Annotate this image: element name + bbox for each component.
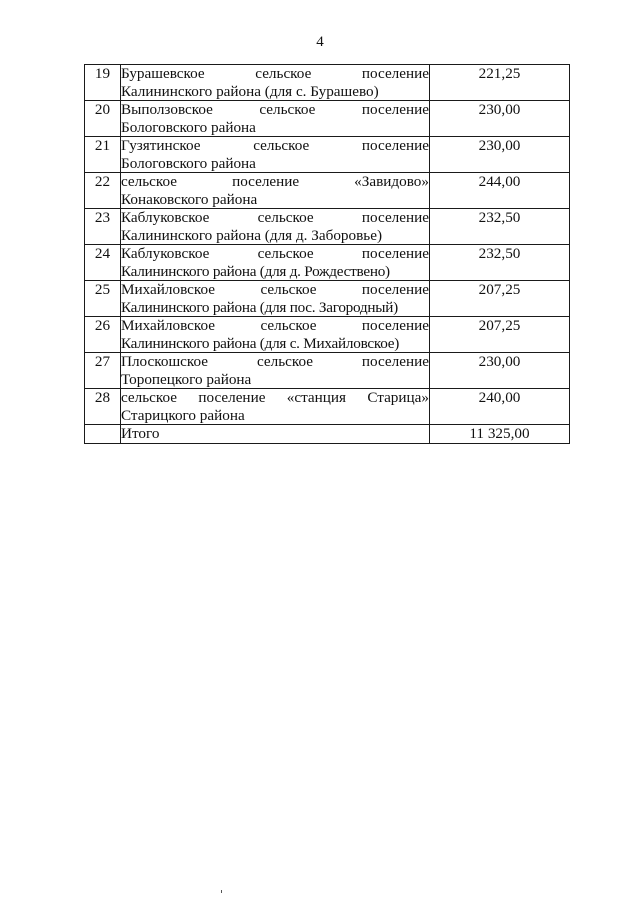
settlement-name-line: Старицкого района xyxy=(121,406,245,424)
table-row xyxy=(85,353,570,389)
settlement-name xyxy=(121,353,430,389)
settlement-name xyxy=(121,281,430,317)
amount-cell: 221,25 xyxy=(430,65,570,101)
total-label: Итого xyxy=(121,425,430,444)
amount-cell: 240,00 xyxy=(430,389,570,425)
row-number: 19 xyxy=(85,65,121,101)
settlement-name-line: Торопецкого района xyxy=(121,370,252,388)
settlement-name xyxy=(121,173,430,209)
scan-speck xyxy=(221,890,222,893)
row-number: 24 xyxy=(85,245,121,281)
settlement-name-line: сельское поселение «Завидово» xyxy=(121,173,429,190)
settlement-name-line: Михайловское сельское поселение xyxy=(121,317,429,334)
settlement-name xyxy=(121,137,430,173)
settlement-name xyxy=(121,245,430,281)
amount-cell: 230,00 xyxy=(430,137,570,173)
row-number: 23 xyxy=(85,209,121,245)
settlement-name-line: Плоскошское сельское поселение xyxy=(121,353,429,370)
table-row xyxy=(85,245,570,281)
table-row xyxy=(85,389,570,425)
amount-cell: 230,00 xyxy=(430,353,570,389)
settlement-name-line: Михайловское сельское поселение xyxy=(121,281,429,298)
settlement-name-line: сельское поселение «станция Старица» xyxy=(121,389,429,406)
settlement-name-line: Выползовское сельское поселение xyxy=(121,101,429,118)
settlement-name-line: Бурашевское сельское поселение xyxy=(121,65,429,82)
settlement-name xyxy=(121,317,430,353)
table-row xyxy=(85,173,570,209)
table-row xyxy=(85,317,570,353)
amount-cell: 207,25 xyxy=(430,281,570,317)
allocation-table xyxy=(84,64,570,444)
settlement-name-line: Калининского района (для д. Заборовье) xyxy=(121,226,383,244)
settlement-name-line: Конаковского района xyxy=(121,190,258,208)
total-amount: 11 325,00 xyxy=(430,425,570,444)
settlement-name xyxy=(121,101,430,137)
amount-cell: 232,50 xyxy=(430,245,570,281)
settlement-name-line: Каблуковское сельское поселение xyxy=(121,245,429,262)
settlement-name-line: Калининского района (для пос. Загородный) xyxy=(121,298,398,316)
settlement-name xyxy=(121,65,430,101)
table-row xyxy=(85,101,570,137)
table-row xyxy=(85,209,570,245)
row-number: 22 xyxy=(85,173,121,209)
settlement-name-line: Каблуковское сельское поселение xyxy=(121,209,429,226)
total-row-number xyxy=(85,425,121,444)
row-number: 25 xyxy=(85,281,121,317)
settlement-name-line: Гузятинское сельское поселение xyxy=(121,137,429,154)
amount-cell: 230,00 xyxy=(430,101,570,137)
page-number: 4 xyxy=(316,34,324,50)
row-number: 28 xyxy=(85,389,121,425)
settlement-name-line: Калининского района (для с. Михайловское) xyxy=(121,334,400,352)
amount-cell: 207,25 xyxy=(430,317,570,353)
table-row xyxy=(85,137,570,173)
settlement-name-line: Бологовского района xyxy=(121,118,256,136)
row-number: 20 xyxy=(85,101,121,137)
settlement-name xyxy=(121,389,430,425)
row-number: 26 xyxy=(85,317,121,353)
table-row xyxy=(85,65,570,101)
amount-cell: 232,50 xyxy=(430,209,570,245)
settlement-name-line: Бологовского района xyxy=(121,154,256,172)
settlement-name-line: Калининского района (для д. Рождествено) xyxy=(121,262,390,280)
total-row xyxy=(85,425,570,444)
row-number: 21 xyxy=(85,137,121,173)
table-row xyxy=(85,281,570,317)
settlement-name xyxy=(121,209,430,245)
amount-cell: 244,00 xyxy=(430,173,570,209)
row-number: 27 xyxy=(85,353,121,389)
settlement-name-line: Калининского района (для с. Бурашево) xyxy=(121,82,379,100)
